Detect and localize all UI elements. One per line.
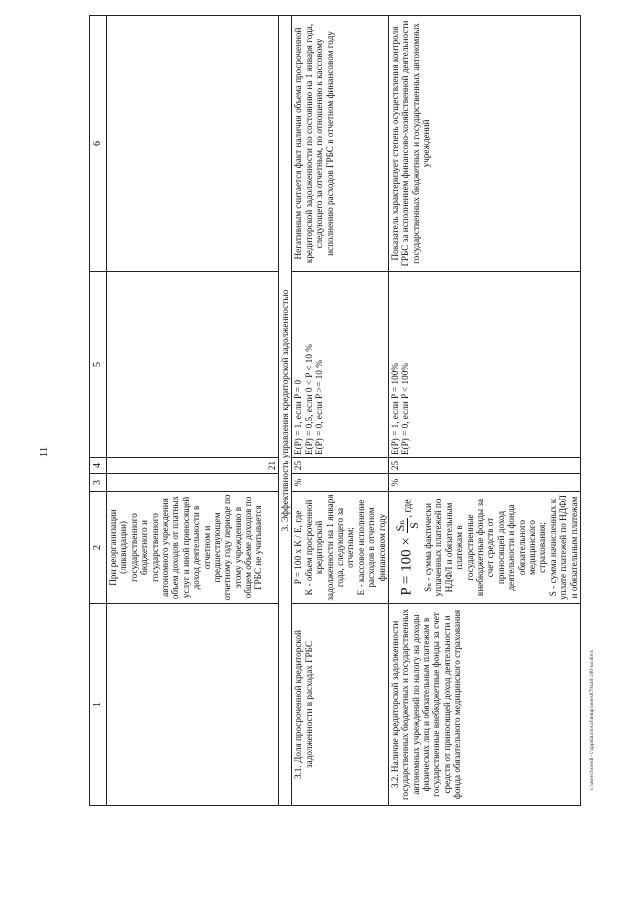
table-row-3-1: [292, 16, 389, 806]
header-cell-5: 5: [90, 272, 107, 458]
cell-3-1-formula: [292, 492, 389, 604]
formula-tail: , где: [402, 499, 414, 518]
cell-3-2-name: 3.2. Наличие кредиторской задолженности государственных бюджетных и государственных автономных учреждений по налогу на доходы физических лиц и обязательным платежам в государственные внебюджетные фонды за счет средств от приносящей доход деятельности и фонда обязательного медицинского страхования: [388, 604, 580, 806]
table-row-continuation: [107, 16, 279, 806]
table-row-3-2: [388, 16, 580, 806]
formula-sn-desc: Sₙ - сумма фактически уплаченных платежей по НДФЛ и обязательным платежам в государственные внебюджетные фонды за счет средств от приносящей доход деятельности и фонда обязательного медицинского страхования;: [423, 498, 548, 597]
formula-s-desc: S - сумма начисленных к уплате платежей по НДФЛ и обязательным платежам: [547, 495, 579, 600]
cell-prev-c6: [107, 16, 279, 272]
cell-3-1-note: Негативным считается факт наличия объема просроченной кредиторской задолженности по состоянию на 1 января года, следующего за отчетным, по отношению к кассовому исполнению расходов ГРБС в отчетном финансовом году: [292, 16, 389, 272]
cell-prev-c3: [107, 474, 279, 492]
header-cell-2: 2: [90, 492, 107, 604]
formula-numerator: Sₙ: [392, 519, 407, 532]
rotated-table-frame: [89, 16, 579, 806]
scoring-line: E(P) = 1, если P = 0: [293, 379, 304, 455]
scoring-line: E(P) = 0, если P < 100%: [400, 363, 411, 455]
cell-3-2-unit: %: [388, 474, 580, 492]
cell-3-2-scoring: [388, 272, 580, 458]
cell-3-1-name: 3.1. Доля просроченной кредиторской задолженности в расходах ГРБС: [292, 604, 389, 806]
cell-3-2-weight: 25: [388, 458, 580, 474]
scoring-line: E(P) = 0,5, если 0 < P < 10 %: [303, 344, 314, 455]
cell-3-2-formula: [388, 492, 580, 604]
indicators-table: [89, 15, 581, 806]
cell-3-1-weight: 25: [292, 458, 389, 474]
file-path-footer: c:\users\borodi~1\appdata\local\temp\notes879448\180-ua.docx: [589, 649, 595, 791]
section-3-heading: 3. Эффективность управления кредиторской задолженностью: [279, 16, 292, 806]
cell-prev-c4: 21: [107, 458, 279, 474]
formula-expression: [394, 494, 420, 601]
cell-3-1-unit: %: [292, 474, 389, 492]
header-cell-1: 1: [90, 604, 107, 806]
formula-k-desc: K - объем просроченной кредиторской задолженности на 1 января года, следующего за отчетным;: [303, 494, 356, 601]
scoring-line: E(P) = 1, если P = 100%: [389, 363, 400, 455]
cell-prev-c1: [107, 604, 279, 806]
formula-line: P = 100 x K / E, где: [293, 510, 304, 585]
cell-3-2-note: Показатель характеризует степень осуществления контроля ГРБС за исполнением финансово-хозяйственной деятельности государственных бюджетных и государственных автономных учреждений: [388, 16, 580, 272]
section-3-row: [279, 16, 292, 806]
table-container: [89, 16, 579, 806]
table-header-row: [90, 16, 107, 806]
page-number: 11: [38, 446, 50, 458]
formula-fraction: [394, 518, 420, 534]
scoring-line: E(P) = 0, если P >= 10 %: [314, 360, 325, 455]
cell-3-1-scoring: [292, 272, 389, 458]
formula-lhs: P = 100 ×: [398, 537, 415, 596]
cell-prev-c5: [107, 272, 279, 458]
header-cell-3: 3: [90, 474, 107, 492]
formula-e-desc: E - кассовое исполнение расходов в отчетном финансовом году: [355, 499, 387, 596]
cell-prev-c2: При реорганизации (ликвидации) государственного бюджетного и государственного автономного учреждения объем доходов от платных услуг и иной приносящей доход деятельности в отчетном и предшествующем отчетному году периоде по этому учреждению в общем объеме доходов по ГРБС не учитывается: [107, 492, 279, 604]
header-cell-4: 4: [90, 458, 107, 474]
header-cell-6: 6: [90, 16, 107, 272]
formula-denominator: S: [406, 522, 421, 529]
